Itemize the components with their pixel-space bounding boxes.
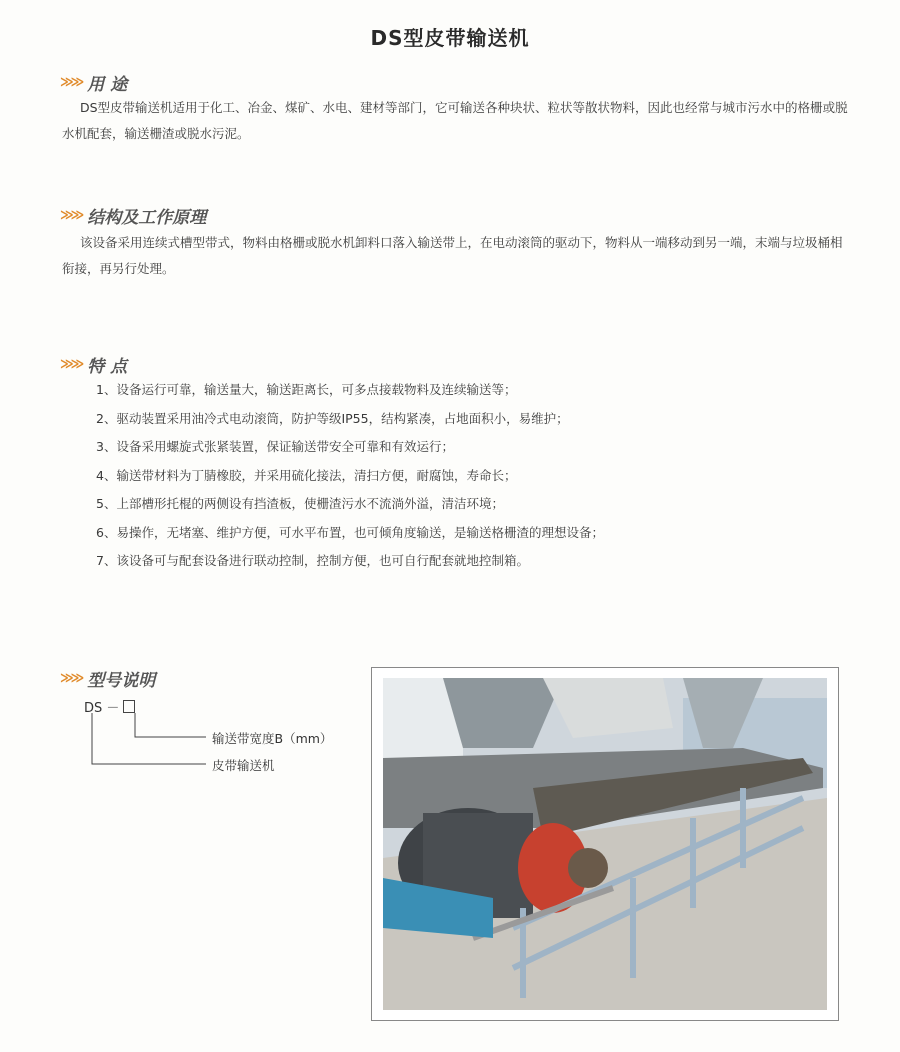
- section-structure-text: 该设备采用连续式槽型带式，物料由格栅或脱水机卸料口落入输送带上，在电动滚筒的驱动下，物料从一端移动到另一端，末端与垃圾桶相衔接，再另行处理。: [62, 235, 843, 276]
- model-code: [84, 697, 135, 716]
- list-item: 6、易操作，无堵塞、维护方便，可水平布置，也可倾角度输送，是输送格栅渣的理想设备；: [96, 524, 604, 540]
- model-code-box: [123, 700, 135, 713]
- model-code-prefix: DS －: [84, 701, 120, 716]
- chevron-right-icon: ≫≫: [60, 671, 82, 686]
- section-usage-title: 用 途: [87, 75, 128, 95]
- features-list: [96, 378, 604, 578]
- section-model-title: 型号说明: [87, 671, 156, 691]
- section-structure-title: 结构及工作原理: [87, 208, 207, 228]
- list-item: 1、设备运行可靠，输送量大，输送距离长，可多点接载物料及连续输送等；: [96, 382, 517, 397]
- section-model-heading: [60, 666, 155, 691]
- model-label-type: 皮带输送机: [212, 758, 275, 773]
- section-usage-text: DS型皮带输送机适用于化工、冶金、煤矿、水电、建材等部门，它可输送各种块状、粒状等散状物料，因此也经常与城市污水中的格栅或脱水机配套，输送栅渣或脱水污泥。: [62, 100, 848, 141]
- section-usage-heading: [60, 70, 127, 95]
- list-item: 2、驱动装置采用油冷式电动滚筒，防护等级IP55，结构紧凑，占地面积小，易维护；: [96, 410, 569, 426]
- section-features-heading: [60, 352, 127, 377]
- list-item: 3、设备采用螺旋式张紧装置，保证输送带安全可靠和有效运行；: [96, 439, 454, 454]
- page-title: DS型皮带输送机: [370, 26, 530, 50]
- chevron-right-icon: ≫≫: [60, 75, 82, 90]
- section-structure-heading: [60, 203, 206, 228]
- list-item: 4、输送带材料为丁腈橡胶，并采用硫化接法，清扫方便，耐腐蚀，寿命长；: [96, 467, 517, 483]
- conveyor-illustration: [383, 678, 827, 1010]
- chevron-right-icon: ≫≫: [60, 357, 82, 372]
- section-features-title: 特 点: [87, 357, 128, 377]
- chevron-right-icon: ≫≫: [60, 208, 82, 223]
- model-label-width: 输送带宽度B（mm）: [212, 731, 333, 746]
- list-item: 7、该设备可与配套设备进行联动控制，控制方便，也可自行配套就地控制箱。: [96, 553, 529, 568]
- list-item: 5、上部槽形托棍的两侧设有挡渣板，使栅渣污水不流淌外溢，清洁环境；: [96, 496, 504, 511]
- conveyor-photo: [371, 667, 839, 1021]
